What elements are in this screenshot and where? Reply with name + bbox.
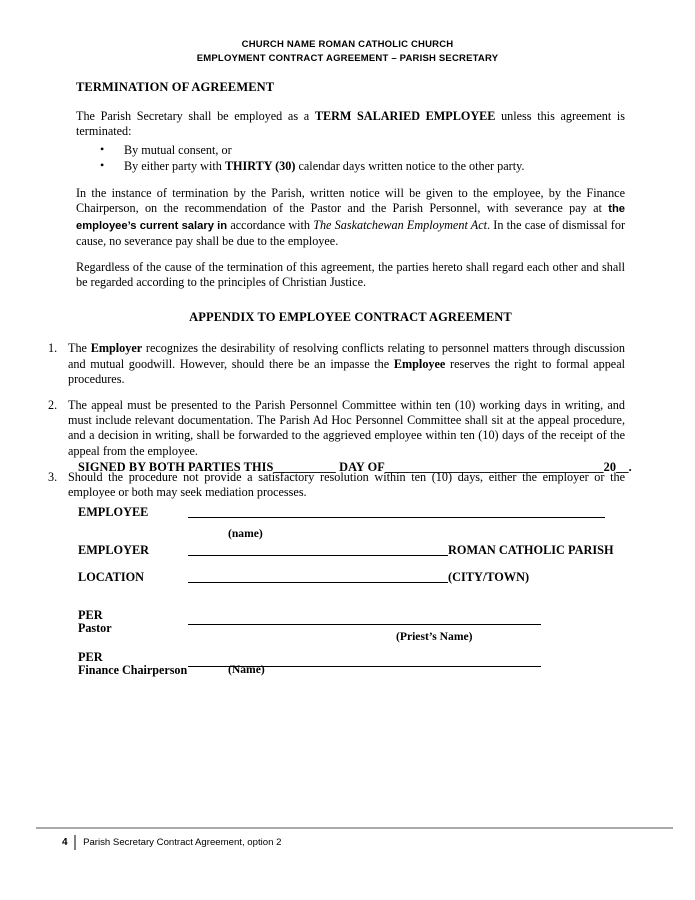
section-heading-appendix: APPENDIX TO EMPLOYEE CONTRACT AGREEMENT (189, 310, 512, 325)
signed-month-blank[interactable]: ___________________________________ (384, 460, 604, 474)
bullet-text-after: calendar days written notice to the other party. (295, 158, 525, 173)
signature-caption-finance-name: (Name) (228, 663, 265, 676)
section-heading-termination: TERMINATION OF AGREEMENT (76, 80, 275, 94)
header-line-contract: EMPLOYMENT CONTRACT AGREEMENT – PARISH SECRETARY (196, 53, 499, 64)
item1-text-after: reserves the right to formal appeal procedures. (68, 356, 626, 386)
list-item (76, 159, 625, 174)
termination-salary-emphasis: the employee’s current salary in (76, 203, 625, 232)
signature-label-employee: EMPLOYEE (78, 505, 149, 519)
signature-label-location: LOCATION (78, 570, 145, 584)
intro-text-before: The Parish Secretary shall be employed as a (76, 109, 315, 123)
signed-day-of-label: DAY OF (335, 460, 385, 474)
paragraph-termination-notice (76, 186, 625, 249)
signature-caption-name: (name) (228, 527, 263, 540)
item1-bold-employee: Employee (393, 356, 446, 371)
signature-line-employer[interactable] (188, 555, 448, 556)
signed-by-both-parties-line (78, 460, 638, 475)
list-item (48, 341, 625, 387)
signed-year-blank[interactable]: 20__ (603, 460, 629, 474)
signature-block (78, 460, 638, 680)
signature-label-employer: EMPLOYER (78, 543, 150, 557)
signature-label-per-finance: PER (78, 650, 103, 664)
signature-row-employee (78, 505, 638, 543)
signature-row-pastor (78, 608, 638, 650)
termination-text-part2: accordance with (227, 217, 314, 232)
signature-sublabel-pastor: Pastor (78, 621, 112, 635)
item-number: 3. (48, 469, 58, 484)
item2-text: The appeal must be presented to the Parish Personnel Committee within ten (10) working days in writing, and must include relevant documentation. The Parish Ad Hoc Personnel Committee shall sit at the appeal procedure, and a decision in writing, shall be forwarded to the aggrieved employee within ten (10) days of the receipt of the appeal from the employee. (68, 398, 625, 458)
signature-rows (78, 505, 638, 680)
bullet-text-before: By either party with (124, 158, 225, 173)
signed-prefix: SIGNED BY BOTH PARTIES THIS (78, 460, 274, 474)
list-item (76, 143, 625, 158)
bullet-text-mutual-consent: By mutual consent, or (124, 143, 232, 158)
signed-period: . (628, 460, 632, 474)
item-number: 2. (48, 398, 58, 413)
signature-row-finance-chairperson (78, 650, 638, 680)
document-footer (62, 834, 281, 850)
termination-text-part1: In the instance of termination by the Parish, written notice will be given to the employee, by the Finance Chairperson, on the recommendation of the Pastor and the Parish Personnel, with severance pay at (76, 186, 625, 216)
footer-vertical-bar-icon (74, 835, 77, 850)
signed-day-blank[interactable]: __________ (273, 460, 336, 474)
signature-label-per-pastor: PER (78, 608, 103, 622)
item1-text-middle: recognizes the desirability of resolving conflicts relating to personnel matters through discussion and mutual goodwill. However, should there be an impasse the (68, 341, 625, 371)
paragraph-christian-justice: Regardless of the cause of the termination of this agreement, the parties hereto shall regard each other and shall be regarded according to the principles of Christian Justice. (76, 260, 625, 290)
footer-divider-rule (36, 827, 673, 829)
termination-text-part3: . In the case of dismissal for cause, no severance pay shall be due to the employee. (76, 217, 626, 248)
document-running-header (0, 38, 695, 66)
intro-text-after: unless this agreement is terminated: (76, 109, 625, 139)
paragraph-employment-intro (76, 109, 625, 139)
signature-line-location[interactable] (188, 582, 448, 583)
signature-trail-roman-catholic-parish: ROMAN CATHOLIC PARISH (448, 543, 614, 557)
signature-line-employee[interactable] (188, 517, 605, 518)
signature-caption-priests-name: (Priest’s Name) (396, 630, 473, 643)
intro-term-salaried-employee: TERM SALARIED EMPLOYEE (314, 109, 496, 123)
termination-conditions-list (76, 143, 625, 174)
signature-row-location (78, 570, 638, 608)
document-body (48, 80, 626, 511)
bullet-thirty-days: THIRTY (30) (224, 158, 296, 173)
signature-sublabel-finance-chairperson: Finance Chairperson (78, 663, 188, 677)
footer-document-title: Parish Secretary Contract Agreement, option 2 (83, 836, 282, 848)
signature-trail-city-town: (CITY/TOWN) (448, 570, 530, 584)
item1-bold-employer: Employer (90, 341, 143, 356)
list-item (48, 398, 625, 459)
signature-row-employer (78, 543, 638, 570)
item-number: 1. (48, 341, 58, 356)
item3-text: Should the procedure not provide a satisfactory resolution within ten (10) days, either the employer or the employee or both may seek mediation processes. (68, 469, 625, 500)
footer-page-number: 4 (62, 836, 68, 848)
item1-text-before: The (68, 341, 91, 356)
header-line-church: CHURCH NAME ROMAN CATHOLIC CHURCH (241, 39, 454, 50)
signature-line-pastor[interactable] (188, 624, 541, 625)
termination-act-citation: The Saskatchewan Employment Act (313, 217, 488, 232)
